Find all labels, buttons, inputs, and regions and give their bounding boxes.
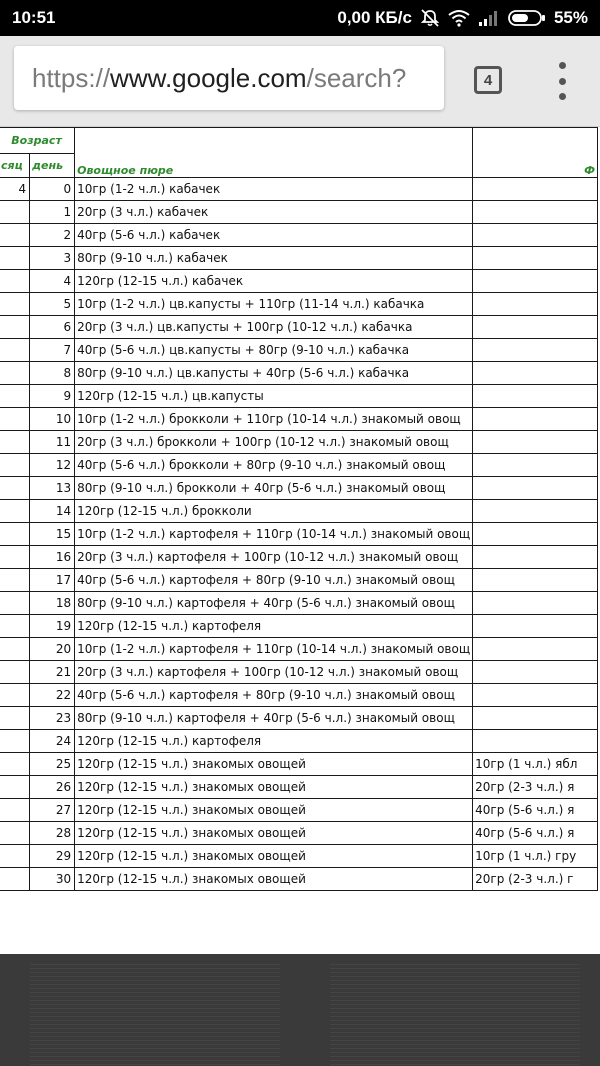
menu-dot	[559, 93, 566, 100]
table-row	[0, 615, 598, 638]
cell-month[interactable]	[0, 247, 30, 270]
cell-fruit[interactable]	[473, 592, 598, 615]
cell-vegetable[interactable]: 10гр (1-2 ч.л.) кабачек	[75, 178, 473, 201]
cell-day[interactable]: 18	[30, 592, 75, 615]
url-path: /search?	[306, 62, 407, 93]
cell-day[interactable]: 5	[30, 293, 75, 316]
cell-day[interactable]: 8	[30, 362, 75, 385]
cell-day[interactable]: 20	[30, 638, 75, 661]
cell-month[interactable]	[0, 776, 30, 799]
cell-month[interactable]	[0, 569, 30, 592]
cell-fruit[interactable]	[473, 615, 598, 638]
cell-day[interactable]: 9	[30, 385, 75, 408]
cell-fruit[interactable]	[473, 270, 598, 293]
table-row	[0, 247, 598, 270]
table-row	[0, 868, 598, 891]
status-icons	[337, 8, 588, 28]
table-row	[0, 799, 598, 822]
cell-fruit[interactable]	[473, 730, 598, 753]
table-row	[0, 385, 598, 408]
cell-vegetable[interactable]: 80гр (9-10 ч.л.) кабачек	[75, 247, 473, 270]
table-row	[0, 270, 598, 293]
cell-day[interactable]: 3	[30, 247, 75, 270]
cell-month[interactable]	[0, 454, 30, 477]
cell-fruit[interactable]	[473, 546, 598, 569]
cell-month[interactable]	[0, 730, 30, 753]
battery-icon	[508, 9, 546, 27]
cell-fruit[interactable]	[473, 638, 598, 661]
cell-vegetable[interactable]: 20гр (3 ч.л.) картофеля + 100гр (10-12 ч.л.) знакомый овощ	[75, 661, 473, 684]
net-speed: 0,00 КБ/с	[337, 8, 412, 27]
signal-icon	[478, 10, 500, 26]
cell-vegetable[interactable]: 40гр (5-6 ч.л.) картофеля + 80гр (9-10 ч.л.) знакомый овощ	[75, 684, 473, 707]
cell-day[interactable]: 21	[30, 661, 75, 684]
url-protocol: https://	[32, 62, 111, 93]
table-row	[0, 362, 598, 385]
cell-day[interactable]: 7	[30, 339, 75, 362]
cell-vegetable[interactable]: 120гр (12-15 ч.л.) знакомых овощей	[75, 868, 473, 891]
cell-fruit[interactable]	[473, 431, 598, 454]
cell-month[interactable]	[0, 661, 30, 684]
cell-month[interactable]: 4	[0, 178, 30, 201]
table-row	[0, 431, 598, 454]
table-row	[0, 546, 598, 569]
feeding-table	[0, 127, 598, 891]
cell-month[interactable]	[0, 201, 30, 224]
cell-vegetable[interactable]: 10гр (1-2 ч.л.) брокколи + 110гр (10-14 ч.л.) знакомый овощ	[75, 408, 473, 431]
cell-month[interactable]	[0, 500, 30, 523]
cell-day[interactable]: 25	[30, 753, 75, 776]
cell-fruit[interactable]	[473, 224, 598, 247]
status-time: 10:51	[12, 8, 56, 27]
table-row	[0, 753, 598, 776]
cell-vegetable[interactable]: 10гр (1-2 ч.л.) картофеля + 110гр (10-14 ч.л.) знакомый овощ	[75, 523, 473, 546]
cell-month[interactable]	[0, 523, 30, 546]
thumbnail-preview	[330, 964, 580, 1066]
cell-month[interactable]	[0, 615, 30, 638]
cell-fruit[interactable]	[473, 385, 598, 408]
cell-vegetable[interactable]: 20гр (3 ч.л.) брокколи + 100гр (10-12 ч.л.) знакомый овощ	[75, 431, 473, 454]
cell-vegetable[interactable]: 20гр (3 ч.л.) картофеля + 100гр (10-12 ч.л.) знакомый овощ	[75, 546, 473, 569]
tab-count: 4	[483, 71, 493, 89]
table-row	[0, 822, 598, 845]
header-vegetable-puree: Овощное пюре	[75, 128, 473, 178]
cell-month[interactable]	[0, 362, 30, 385]
cell-fruit[interactable]	[473, 661, 598, 684]
cell-month[interactable]	[0, 477, 30, 500]
cell-fruit[interactable]: 20гр (2-3 ч.л.) г	[473, 868, 598, 891]
cell-month[interactable]	[0, 224, 30, 247]
cell-month[interactable]	[0, 293, 30, 316]
table-row	[0, 661, 598, 684]
cell-fruit[interactable]	[473, 500, 598, 523]
cell-day[interactable]: 12	[30, 454, 75, 477]
cell-fruit[interactable]	[473, 477, 598, 500]
cell-month[interactable]	[0, 546, 30, 569]
cell-fruit[interactable]	[473, 408, 598, 431]
cell-vegetable[interactable]: 80гр (9-10 ч.л.) брокколи + 40гр (5-6 ч.л.) знакомый овощ	[75, 477, 473, 500]
cell-month[interactable]	[0, 316, 30, 339]
table-row	[0, 178, 598, 201]
tab-switcher-button[interactable]	[474, 66, 502, 94]
menu-dot	[559, 78, 566, 85]
cell-day[interactable]: 24	[30, 730, 75, 753]
cell-day[interactable]: 11	[30, 431, 75, 454]
table-row	[0, 638, 598, 661]
cell-vegetable[interactable]: 40гр (5-6 ч.л.) картофеля + 80гр (9-10 ч.л.) знакомый овощ	[75, 569, 473, 592]
cell-vegetable[interactable]: 40гр (5-6 ч.л.) кабачек	[75, 224, 473, 247]
cell-day[interactable]: 26	[30, 776, 75, 799]
cell-month[interactable]	[0, 822, 30, 845]
table-row	[0, 408, 598, 431]
cell-fruit[interactable]: 40гр (5-6 ч.л.) я	[473, 822, 598, 845]
table-row	[0, 316, 598, 339]
table-row	[0, 500, 598, 523]
cell-fruit[interactable]: 10гр (1 ч.л.) ябл	[473, 753, 598, 776]
table-row	[0, 523, 598, 546]
cell-fruit[interactable]	[473, 362, 598, 385]
cell-vegetable[interactable]: 40гр (5-6 ч.л.) цв.капусты + 80гр (9-10 ч.л.) кабачка	[75, 339, 473, 362]
url-bar[interactable]	[14, 46, 444, 110]
browser-toolbar	[0, 36, 600, 127]
cell-day[interactable]: 16	[30, 546, 75, 569]
cell-month[interactable]	[0, 868, 30, 891]
cell-vegetable[interactable]: 120гр (12-15 ч.л.) брокколи	[75, 500, 473, 523]
cell-vegetable[interactable]: 120гр (12-15 ч.л.) знакомых овощей	[75, 845, 473, 868]
table-row	[0, 776, 598, 799]
cell-fruit[interactable]	[473, 178, 598, 201]
table-row	[0, 339, 598, 362]
cell-vegetable[interactable]: 20гр (3 ч.л.) цв.капусты + 100гр (10-12 ч.л.) кабачка	[75, 316, 473, 339]
table-row	[0, 730, 598, 753]
cell-month[interactable]	[0, 270, 30, 293]
overflow-menu-icon[interactable]	[552, 62, 572, 100]
status-bar	[0, 0, 600, 36]
cell-fruit[interactable]	[473, 523, 598, 546]
wifi-icon	[448, 9, 470, 27]
cell-fruit[interactable]	[473, 569, 598, 592]
cell-day[interactable]: 0	[30, 178, 75, 201]
cell-vegetable[interactable]: 80гр (9-10 ч.л.) цв.капусты + 40гр (5-6 ч.л.) кабачка	[75, 362, 473, 385]
cell-fruit[interactable]: 20гр (2-3 ч.л.) я	[473, 776, 598, 799]
cell-month[interactable]	[0, 592, 30, 615]
table-row	[0, 592, 598, 615]
cell-month[interactable]	[0, 431, 30, 454]
table-row	[0, 845, 598, 868]
header-row-group	[0, 128, 598, 154]
cell-day[interactable]: 23	[30, 707, 75, 730]
cell-month[interactable]	[0, 845, 30, 868]
cell-vegetable[interactable]: 80гр (9-10 ч.л.) картофеля + 40гр (5-6 ч.л.) знакомый овощ	[75, 707, 473, 730]
cell-day[interactable]: 2	[30, 224, 75, 247]
battery-level: 55%	[553, 8, 588, 27]
cell-vegetable[interactable]: 120гр (12-15 ч.л.) цв.капусты	[75, 385, 473, 408]
header-age-group: Возраст	[0, 128, 75, 154]
header-day: день	[30, 154, 75, 178]
cell-fruit[interactable]	[473, 454, 598, 477]
bottom-overlay	[0, 954, 600, 1066]
thumbnail-preview	[30, 964, 280, 1066]
cell-fruit[interactable]: 40гр (5-6 ч.л.) я	[473, 799, 598, 822]
table-row	[0, 201, 598, 224]
cell-vegetable[interactable]: 80гр (9-10 ч.л.) картофеля + 40гр (5-6 ч.л.) знакомый овощ	[75, 592, 473, 615]
cell-fruit[interactable]	[473, 316, 598, 339]
cell-vegetable[interactable]: 120гр (12-15 ч.л.) кабачек	[75, 270, 473, 293]
cell-day[interactable]: 10	[30, 408, 75, 431]
table-row	[0, 454, 598, 477]
cell-day[interactable]: 30	[30, 868, 75, 891]
cell-day[interactable]: 27	[30, 799, 75, 822]
cell-vegetable[interactable]: 20гр (3 ч.л.) кабачек	[75, 201, 473, 224]
cell-vegetable[interactable]: 10гр (1-2 ч.л.) картофеля + 110гр (10-14 ч.л.) знакомый овощ	[75, 638, 473, 661]
cell-vegetable[interactable]: 40гр (5-6 ч.л.) брокколи + 80гр (9-10 ч.л.) знакомый овощ	[75, 454, 473, 477]
cell-month[interactable]	[0, 638, 30, 661]
table-row	[0, 477, 598, 500]
cell-day[interactable]: 1	[30, 201, 75, 224]
cell-month[interactable]	[0, 707, 30, 730]
cell-month[interactable]	[0, 408, 30, 431]
cell-vegetable[interactable]: 10гр (1-2 ч.л.) цв.капусты + 110гр (11-14 ч.л.) кабачка	[75, 293, 473, 316]
table-row	[0, 684, 598, 707]
cell-vegetable[interactable]: 120гр (12-15 ч.л.) знакомых овощей	[75, 776, 473, 799]
cell-day[interactable]: 29	[30, 845, 75, 868]
table-row	[0, 707, 598, 730]
cell-day[interactable]: 28	[30, 822, 75, 845]
header-month: сяц	[0, 154, 30, 178]
table-row	[0, 293, 598, 316]
cell-fruit[interactable]	[473, 707, 598, 730]
cell-fruit[interactable]: 10гр (1 ч.л.) гру	[473, 845, 598, 868]
cell-day[interactable]: 15	[30, 523, 75, 546]
table-row	[0, 569, 598, 592]
cell-vegetable[interactable]: 120гр (12-15 ч.л.) знакомых овощей	[75, 753, 473, 776]
url-host: www.google.com	[110, 62, 307, 93]
cell-day[interactable]: 17	[30, 569, 75, 592]
cell-month[interactable]	[0, 385, 30, 408]
cell-month[interactable]	[0, 339, 30, 362]
cell-vegetable[interactable]: 120гр (12-15 ч.л.) картофеля	[75, 615, 473, 638]
cell-month[interactable]	[0, 684, 30, 707]
cell-month[interactable]	[0, 753, 30, 776]
cell-fruit[interactable]	[473, 201, 598, 224]
spreadsheet-view[interactable]	[0, 127, 600, 954]
cell-vegetable[interactable]: 120гр (12-15 ч.л.) знакомых овощей	[75, 822, 473, 845]
cell-fruit[interactable]	[473, 247, 598, 270]
cell-vegetable[interactable]: 120гр (12-15 ч.л.) картофеля	[75, 730, 473, 753]
cell-vegetable[interactable]: 120гр (12-15 ч.л.) знакомых овощей	[75, 799, 473, 822]
mute-icon	[420, 8, 440, 28]
cell-day[interactable]: 14	[30, 500, 75, 523]
cell-day[interactable]: 19	[30, 615, 75, 638]
cell-fruit[interactable]	[473, 293, 598, 316]
cell-day[interactable]: 22	[30, 684, 75, 707]
cell-day[interactable]: 6	[30, 316, 75, 339]
cell-fruit[interactable]	[473, 339, 598, 362]
cell-day[interactable]: 13	[30, 477, 75, 500]
table-row	[0, 224, 598, 247]
header-fruit: Ф	[473, 128, 598, 178]
cell-day[interactable]: 4	[30, 270, 75, 293]
cell-month[interactable]	[0, 799, 30, 822]
cell-fruit[interactable]	[473, 684, 598, 707]
menu-dot	[559, 62, 566, 69]
